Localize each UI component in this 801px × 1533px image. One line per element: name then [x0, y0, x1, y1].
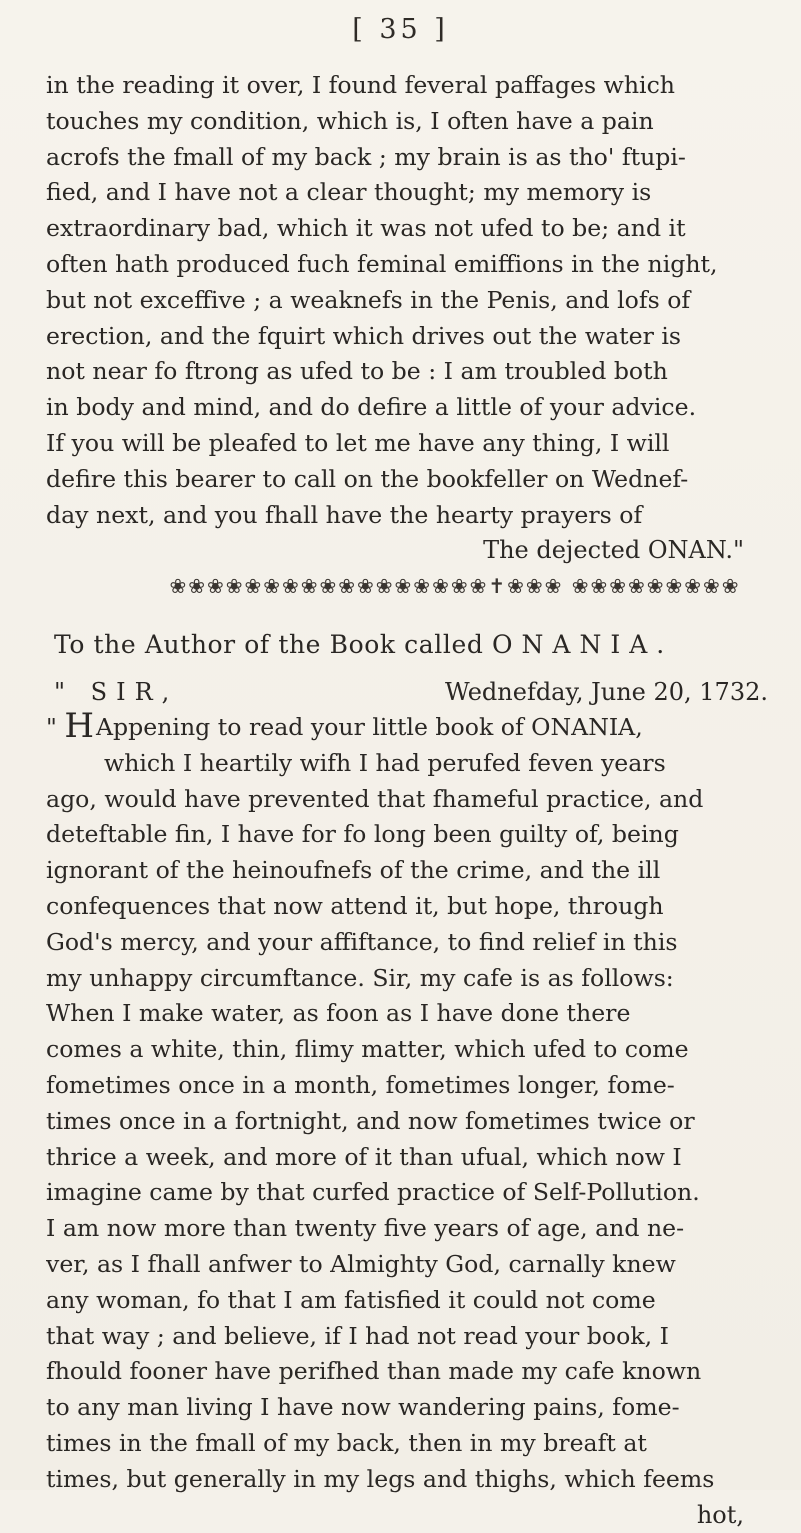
text-line: imagine came by that curfed practice of Self-Pollution.	[46, 1178, 700, 1207]
text-line: times in the fmall of my back, then in my breaft at	[46, 1428, 647, 1457]
text-line: times, but generally in my legs and thighs, which feems	[46, 1464, 715, 1493]
text-line: ago, would have prevented that fhameful practice, and	[46, 784, 704, 813]
text-line: in the reading it over, I found feveral paffages which	[46, 71, 675, 99]
text-line: touches my condition, which is, I often have a pain	[46, 106, 654, 135]
text-line: deteftable fin, I have for fo long been guilty of, being	[46, 820, 679, 849]
text-line: in body and mind, and do defire a little of your advice.	[46, 393, 697, 422]
heading-prefix: To the Author of the Book called	[54, 630, 493, 659]
letter-salutation	[54, 678, 774, 706]
text-line: but not exceffive ; a weaknefs in the Penis, and lofs of	[46, 285, 691, 314]
text-line-second: which I heartily wifh I had perufed feven years	[104, 748, 666, 777]
text-line: acrofs the fmall of my back ; my brain is as tho' ftupi-	[46, 142, 686, 171]
text-line: often hath produced fuch feminal emiffions in the night,	[46, 249, 718, 278]
text-line: any woman, fo that I am fatisfied it could not come	[46, 1285, 656, 1314]
letter-continuation	[46, 68, 776, 569]
letter-signoff: The dejected ONAN."	[483, 536, 744, 565]
text-line: ver, as I fhall anfwer to Almighty God, carnally knew	[46, 1249, 676, 1278]
drop-cap: H	[64, 710, 95, 746]
text-line: ignorant of the heinoufnefs of the crime, and the ill	[46, 856, 661, 885]
text-line: day next, and you fhall have the hearty prayers of	[46, 500, 643, 529]
text-line: not near fo ftrong as ufed to be : I am troubled both	[46, 357, 668, 386]
text-line-first	[46, 710, 776, 746]
text-line: extraordinary bad, which it was not ufed to be; and it	[46, 214, 686, 243]
heading-book-title: ONANIA.	[492, 630, 674, 659]
text-line: thrice a week, and more of it than ufual, which now I	[46, 1142, 682, 1171]
text-line: that way ; and believe, if I had not read your book, I	[46, 1321, 669, 1350]
letter-date: Wednefday, June 20, 1732.	[445, 678, 768, 706]
text-line: If you will be pleafed to let me have any thing, I will	[46, 428, 670, 457]
text-line: my unhappy circumftance. Sir, my cafe is as follows:	[46, 963, 674, 992]
open-quote: "	[46, 713, 57, 741]
text-line: comes a white, thin, flimy matter, which ufed to come	[46, 1035, 689, 1064]
text-line: fied, and I have not a clear thought; my memory is	[46, 178, 652, 207]
text-line: God's mercy, and your affiftance, to find relief in this	[46, 927, 678, 956]
first-line-text: Appening to read your little book of ONANIA,	[96, 713, 643, 741]
catchword: hot,	[696, 1500, 744, 1529]
section-heading	[54, 630, 774, 659]
page-number: [ 35 ]	[352, 14, 449, 45]
text-line: fometimes once in a month, fometimes longer, fome-	[46, 1070, 675, 1099]
text-line: times once in a fortnight, and now fometimes twice or	[46, 1106, 695, 1135]
text-line: confequences that now attend it, but hope, through	[46, 891, 664, 920]
text-line: When I make water, as foon as I have done there	[46, 999, 631, 1028]
salutation-sir: " SIR,	[54, 678, 179, 706]
printers-ornament-divider: ❀❀❀❀❀❀❀❀❀❀❀❀❀❀❀❀❀✝❀❀❀ ❀❀❀❀❀❀❀❀❀	[169, 574, 741, 598]
text-line: erection, and the fquirt which drives out the water is	[46, 321, 682, 350]
text-line: defire this bearer to call on the bookfeller on Wednef-	[46, 464, 689, 493]
text-line: to any man living I have now wandering pains, fome-	[46, 1393, 680, 1422]
text-line: fhould fooner have perifhed than made my cafe known	[46, 1357, 702, 1386]
text-line: I am now more than twenty five years of age, and ne-	[46, 1214, 685, 1243]
letter-body	[46, 710, 776, 1533]
